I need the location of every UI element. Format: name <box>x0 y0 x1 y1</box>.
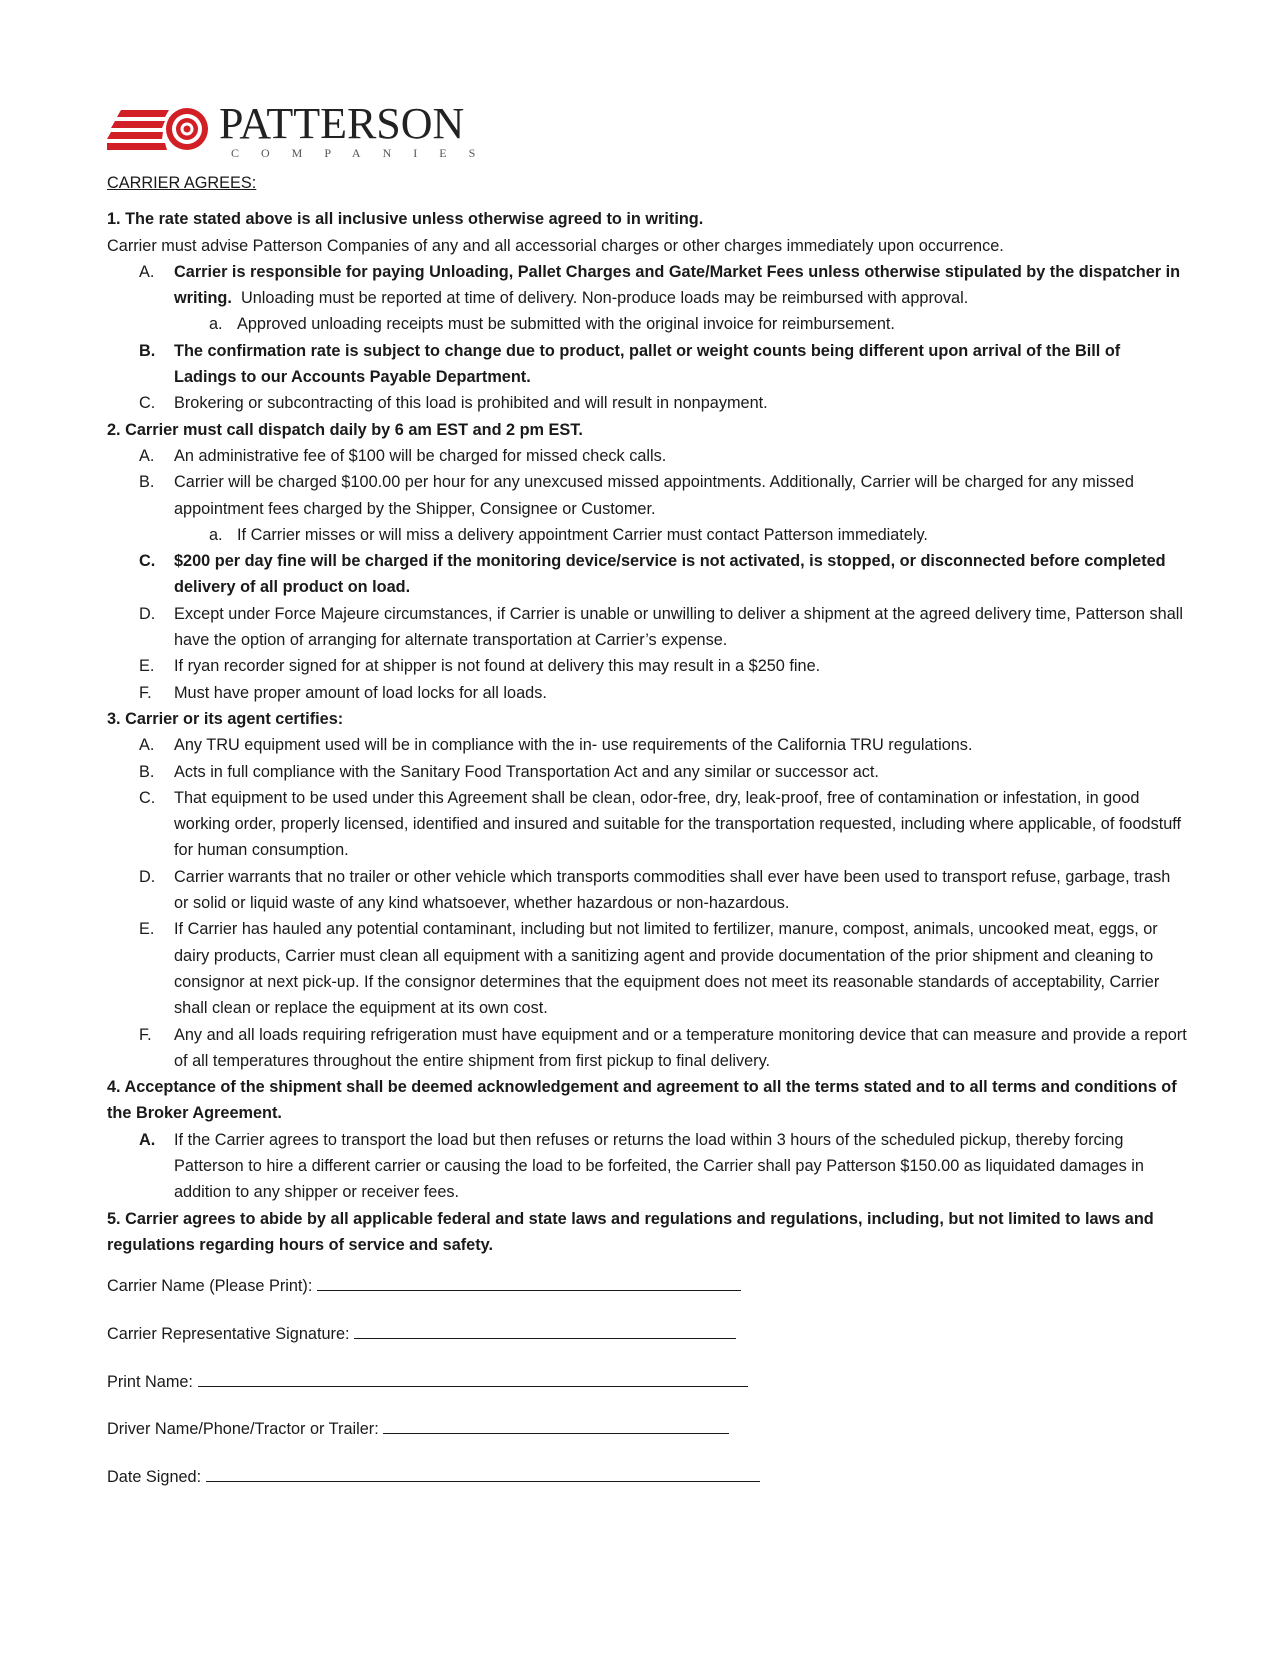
item-bold-text: Carrier is responsible for paying Unloading, Pallet Charges and Gate/Market Fees unless otherwise stipulated by the dispatcher in writing. <box>174 262 1181 308</box>
item-text: An administrative fee of $100 will be charged for missed check calls. <box>174 446 667 465</box>
item-text: Unloading must be reported at time of delivery. Non-produce loads may be reimbursed with approval. <box>240 289 969 308</box>
section-1-item-a <box>107 259 1187 312</box>
section-1-item-b <box>107 338 1187 391</box>
section-5-title: 5. Carrier agrees to abide by all applicable federal and state laws and regulations and regulations, including, but not limited to laws and regulations regarding hours of service and safety. <box>107 1209 1154 1254</box>
item-marker: B. <box>139 762 155 781</box>
item-marker: B. <box>139 341 156 360</box>
item-text: If ryan recorder signed for at shipper is not found at delivery this may result in a $250 fine. <box>174 657 821 676</box>
item-marker: B. <box>139 473 155 492</box>
item-bold-text: $200 per day fine will be charged if the monitoring device/service is not activated, is stopped, or disconnected before completed delivery of all product on load. <box>174 552 1166 597</box>
item-text: Brokering or subcontracting of this load is prohibited and will result in nonpayment. <box>174 394 768 413</box>
sub-item-text: If Carrier misses or will miss a delivery appointment Carrier must contact Patterson immediately. <box>237 525 928 544</box>
representative-signature-field[interactable] <box>107 1323 736 1344</box>
item-bold-text: The confirmation rate is subject to change due to product, pallet or weight counts being different upon arrival of the Bill of Ladings to our Accounts Payable Department. <box>174 341 1121 387</box>
representative-signature-label: Carrier Representative Signature: <box>107 1325 350 1343</box>
item-marker: F. <box>139 1025 152 1044</box>
section-2-item-a <box>107 443 1187 469</box>
section-3-item-f <box>107 1022 1187 1075</box>
section-3-item-a <box>107 732 1187 758</box>
section-3-title: 3. Carrier or its agent certifies: <box>107 709 344 728</box>
date-signed-field[interactable] <box>107 1466 760 1487</box>
sub-item-marker: a. <box>209 525 223 544</box>
item-marker: E. <box>139 920 155 939</box>
section-1-item-a-sub-a <box>107 311 1187 337</box>
section-3-item-d <box>107 864 1187 917</box>
carrier-name-field[interactable] <box>107 1275 741 1296</box>
carrier-agrees-heading: CARRIER AGREES: <box>107 174 257 192</box>
sub-item-marker: a. <box>209 315 223 334</box>
item-marker: A. <box>139 1130 156 1149</box>
item-marker: A. <box>139 736 155 755</box>
item-text: Any TRU equipment used will be in compliance with the in- use requirements of the California TRU regulations. <box>174 736 973 755</box>
logo-wordmark: PATTERSON <box>219 99 465 148</box>
logo-tagline: COMPANIES <box>231 146 498 160</box>
item-marker: A. <box>139 262 155 281</box>
print-name-label: Print Name: <box>107 1373 193 1391</box>
item-marker: F. <box>139 683 152 702</box>
item-text: Except under Force Majeure circumstances, if Carrier is unable or unwilling to deliver a shipment at the agreed delivery time, Patterson shall have the option of arranging for alternate transportation at Carrier’s expense. <box>174 604 1184 650</box>
section-1-item-c <box>107 390 1187 416</box>
section-3-item-e <box>107 916 1187 1021</box>
section-3-item-c <box>107 785 1187 864</box>
section-3-item-b <box>107 759 1187 785</box>
representative-signature-line[interactable] <box>354 1323 736 1339</box>
section-2-item-e <box>107 653 1187 679</box>
item-text: Acts in full compliance with the Sanitary Food Transportation Act and any similar or successor act. <box>174 762 879 781</box>
section-2-item-f <box>107 680 1187 706</box>
section-1-title: 1. The rate stated above is all inclusive unless otherwise agreed to in writing. <box>107 210 704 229</box>
item-marker: C. <box>139 552 156 571</box>
print-name-field[interactable] <box>107 1371 748 1392</box>
carrier-name-label: Carrier Name (Please Print): <box>107 1277 313 1295</box>
item-marker: C. <box>139 394 156 413</box>
sub-item-text: Approved unloading receipts must be submitted with the original invoice for reimbursement. <box>237 315 895 334</box>
date-signed-label: Date Signed: <box>107 1468 202 1486</box>
carrier-name-line[interactable] <box>317 1275 741 1291</box>
section-4-item-a <box>107 1127 1187 1206</box>
agreement-body <box>107 170 1187 1258</box>
date-signed-line[interactable] <box>206 1466 760 1482</box>
section-2-item-b <box>107 469 1187 522</box>
section-1-text: Carrier must advise Patterson Companies of any and all accessorial charges or other charges immediately upon occurrence. <box>107 236 1004 255</box>
patterson-emblem-icon <box>107 106 217 152</box>
item-text: Any and all loads requiring refrigeration must have equipment and or a temperature monitoring device that can measure and provide a report of all temperatures throughout the entire shipment from first pickup to final delivery. <box>174 1025 1187 1070</box>
section-2-item-b-sub-a <box>107 522 1187 548</box>
driver-info-line[interactable] <box>383 1418 729 1434</box>
item-text: If the Carrier agrees to transport the load but then refuses or returns the load within 3 hours of the scheduled pickup, thereby forcing Patterson to hire a different carrier or causing the load to be forfeited, the Carrier shall pay Patterson $150.00 as liquidated damages in addition to any shipper or receiver fees. <box>174 1130 1144 1202</box>
section-2-item-d <box>107 601 1187 654</box>
item-text: That equipment to be used under this Agreement shall be clean, odor-free, dry, leak-proof, free of contamination or infestation, in good working order, properly licensed, identified and insured and suitable for the transportation requested, including where applicable, of foodstuff for human consumption. <box>174 788 1182 860</box>
item-marker: D. <box>139 867 156 886</box>
section-2-item-c <box>107 548 1187 601</box>
section-4-title: 4. Acceptance of the shipment shall be deemed acknowledgement and agreement to all the terms stated and to all terms and conditions of the Broker Agreement. <box>107 1078 1177 1123</box>
item-text: Must have proper amount of load locks for all loads. <box>174 683 547 702</box>
item-text: If Carrier has hauled any potential contaminant, including but not limited to fertilizer, manure, compost, animals, uncooked meat, eggs, or dairy products, Carrier must clean all equipment with a sanitizing agent and provide documentation of the prior shipment and cleaning to consignor at next pick-up. If the consignor determines that the equipment does not meet its reasonable standards of acceptability, Carrier shall clean or replace the equipment at its own cost. <box>174 920 1160 1018</box>
driver-info-field[interactable] <box>107 1418 729 1439</box>
print-name-line[interactable] <box>198 1371 748 1387</box>
section-2-title: 2. Carrier must call dispatch daily by 6 am EST and 2 pm EST. <box>107 420 583 439</box>
item-marker: E. <box>139 657 155 676</box>
item-marker: D. <box>139 604 156 623</box>
driver-info-label: Driver Name/Phone/Tractor or Trailer: <box>107 1420 379 1438</box>
item-text: Carrier will be charged $100.00 per hour for any unexcused missed appointments. Additionally, Carrier will be charged for any missed appointment fees charged by the Shipper, Consignee or Customer. <box>174 473 1134 518</box>
item-marker: C. <box>139 788 156 807</box>
patterson-logo <box>107 99 498 160</box>
item-marker: A. <box>139 446 155 465</box>
item-text: Carrier warrants that no trailer or other vehicle which transports commodities shall ever have been used to transport refuse, garbage, trash or solid or liquid waste of any kind whatsoever, whether hazardous or non-hazardous. <box>174 867 1171 913</box>
